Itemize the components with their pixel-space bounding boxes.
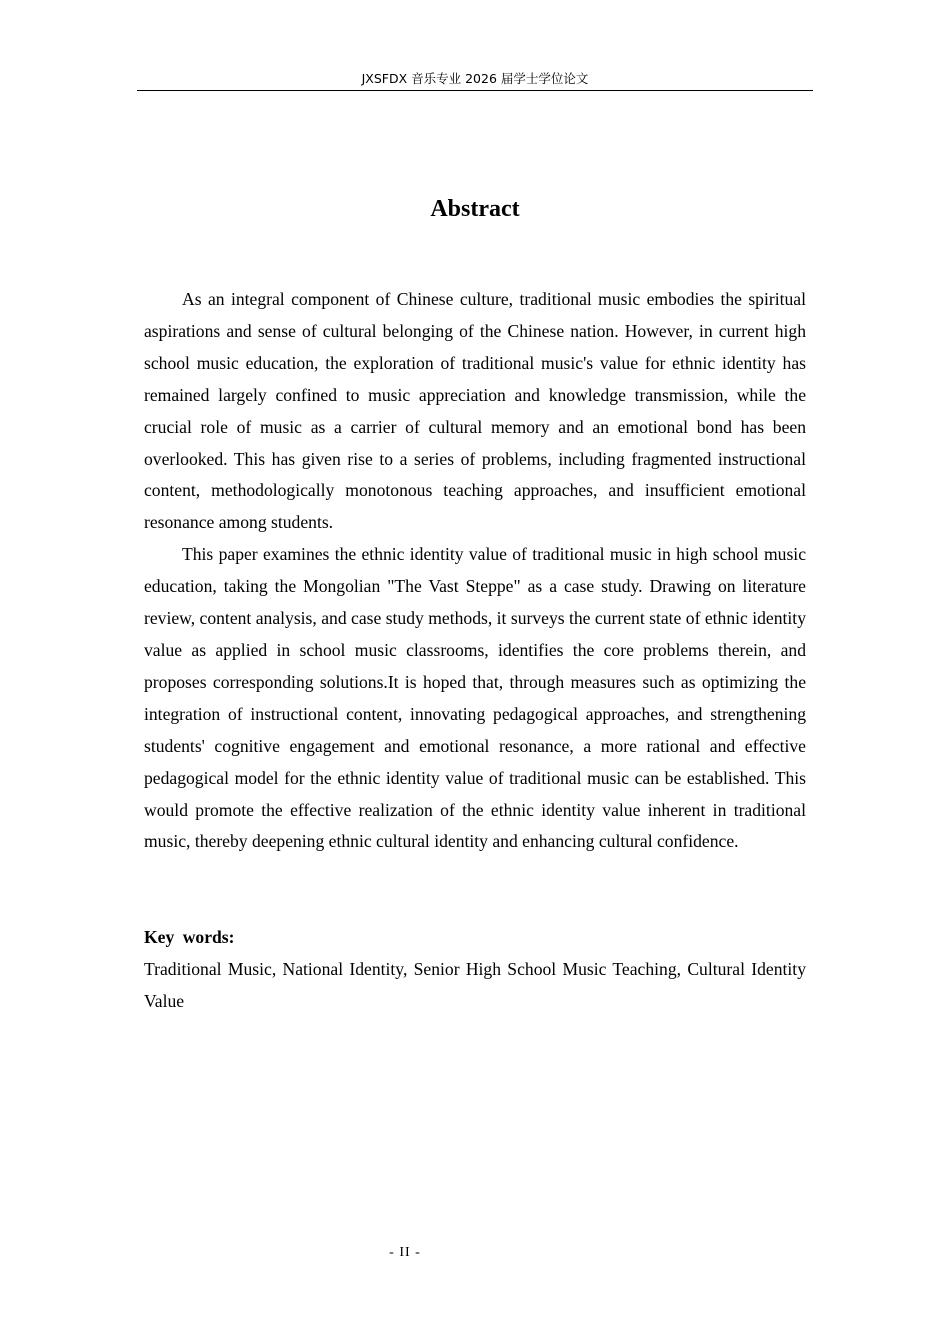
abstract-body xyxy=(144,284,806,858)
page-number: - II - xyxy=(389,1245,421,1260)
page-header xyxy=(137,70,813,91)
abstract-paragraph-1: As an integral component of Chinese culture, traditional music embodies the spiritual aspirations and sense of cultural belonging of the Chinese nation. However, in current high school music education, the exploration of traditional music's value for ethnic identity has remained largely confined to music appreciation and knowledge transmission, while the crucial role of music as a carrier of cultural memory and an emotional bond has been overlooked. This has given rise to a series of problems, including fragmented instructional content, methodologically monotonous teaching approaches, and insufficient emotional resonance among students. xyxy=(144,289,806,533)
abstract-title: Abstract xyxy=(430,196,520,222)
header-text: JXSFDX 音乐专业 2026 届学士学位论文 xyxy=(361,71,589,86)
abstract-paragraph-2: This paper examines the ethnic identity value of traditional music in high school music education, taking the Mongolian "The Vast Steppe" as a case study. Drawing on literature review, content analysis, and case study methods, it surveys the current state of ethnic identity value as applied in school music classrooms, identifies the core problems therein, and proposes corresponding solutions.It is hoped that, through measures such as optimizing the integration of instructional content, innovating pedagogical approaches, and strengthening students' cognitive engagement and emotional resonance, a more rational and effective pedagogical model for the ethnic identity value of traditional music can be established. This would promote the effective realization of the ethnic identity value inherent in traditional music, thereby deepening ethnic cultural identity and enhancing cultural confidence. xyxy=(144,544,806,852)
keywords-section xyxy=(144,922,806,1018)
keywords-list: Traditional Music, National Identity, Senior High School Music Teaching, Cultural Identity Value xyxy=(144,958,806,1011)
keywords-label: Key words: xyxy=(144,927,235,947)
